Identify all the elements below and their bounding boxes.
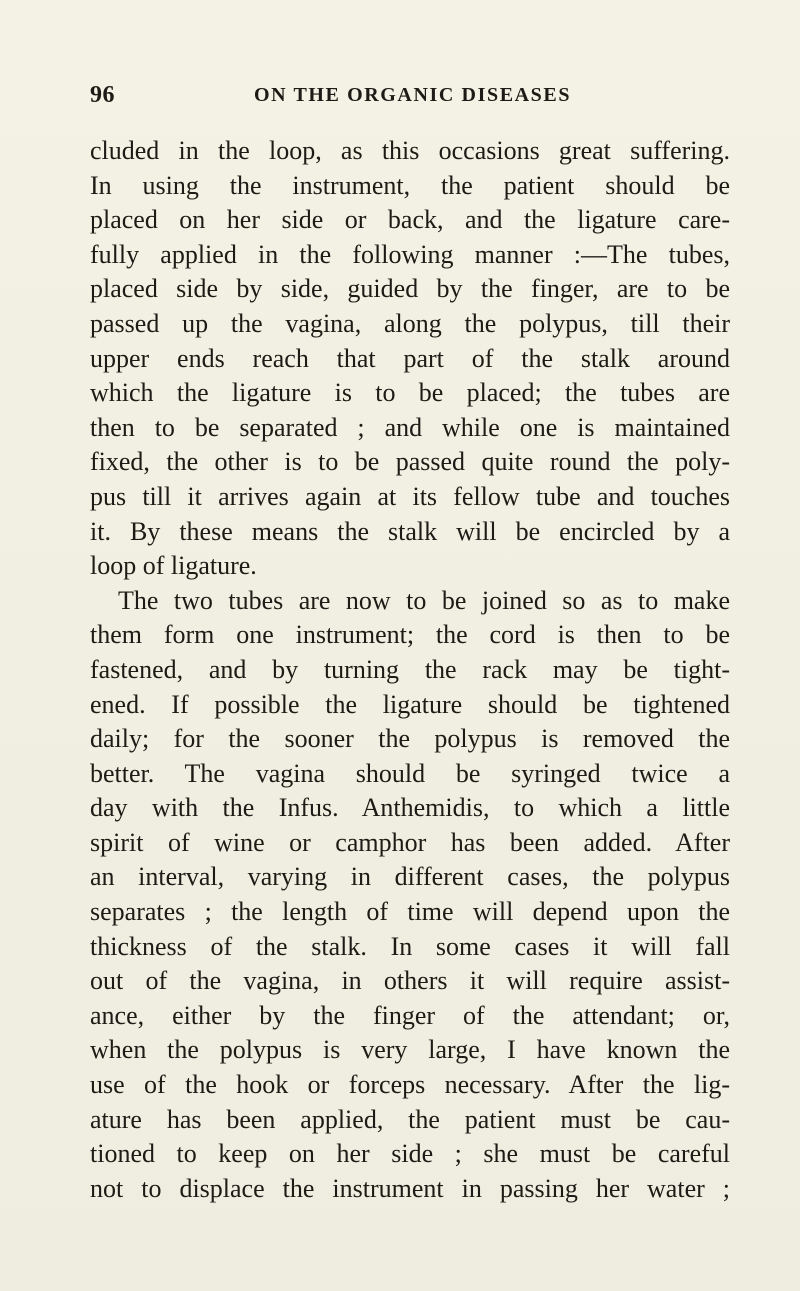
text-line: use of the hook or forceps necessary. After the lig- <box>90 1070 730 1100</box>
text-line: when the polypus is very large, I have known the <box>90 1035 730 1065</box>
text-line: upper ends reach that part of the stalk around <box>90 343 730 373</box>
text-line: thickness of the stalk. In some cases it will fall <box>90 931 730 961</box>
text-line: fully applied in the following manner :—The tubes, <box>90 239 730 269</box>
paragraph-start-line: The two tubes are now to be joined so as to make <box>118 585 730 615</box>
text-line: out of the vagina, in others it will require assist- <box>90 966 730 996</box>
text-line: ature has been applied, the patient must be cau- <box>90 1104 730 1134</box>
text-line: day with the Infus. Anthemidis, to which a little <box>90 793 730 823</box>
text-line: not to displace the instrument in passing her water ; <box>90 1173 730 1203</box>
text-line: In using the instrument, the patient should be <box>90 170 730 200</box>
text-line: which the ligature is to be placed; the tubes are <box>90 378 730 408</box>
paragraph-end-line: loop of ligature. <box>90 551 257 581</box>
text-line: placed side by side, guided by the finger, are to be <box>90 274 730 304</box>
text-line: fastened, and by turning the rack may be tight- <box>90 654 730 684</box>
text-line: better. The vagina should be syringed twice a <box>90 758 730 788</box>
body-text <box>90 134 730 1206</box>
text-line: pus till it arrives again at its fellow tube and touches <box>90 481 730 511</box>
text-line: ance, either by the finger of the attendant; or, <box>90 1000 730 1030</box>
text-line: them form one instrument; the cord is then to be <box>90 620 730 650</box>
text-line: an interval, varying in different cases, the polypus <box>90 862 730 892</box>
text-line: fixed, the other is to be passed quite round the poly- <box>90 447 730 477</box>
text-line: cluded in the loop, as this occasions great suffering. <box>90 136 730 165</box>
text-line: placed on her side or back, and the ligature care- <box>90 205 730 235</box>
text-line: separates ; the length of time will depend upon the <box>90 897 730 927</box>
text-line: spirit of wine or camphor has been added. After <box>90 827 730 857</box>
running-head <box>90 82 730 114</box>
text-line: it. By these means the stalk will be encircled by a <box>90 516 730 546</box>
page-number: 96 <box>90 82 115 108</box>
text-line: tioned to keep on her side ; she must be careful <box>90 1139 730 1169</box>
text-line: ened. If possible the ligature should be tightened <box>90 689 730 719</box>
text-line: then to be separated ; and while one is maintained <box>90 412 730 442</box>
running-title: ON THE ORGANIC DISEASES <box>254 84 572 106</box>
text-line: daily; for the sooner the polypus is removed the <box>90 724 730 754</box>
text-line: passed up the vagina, along the polypus, till their <box>90 308 730 338</box>
